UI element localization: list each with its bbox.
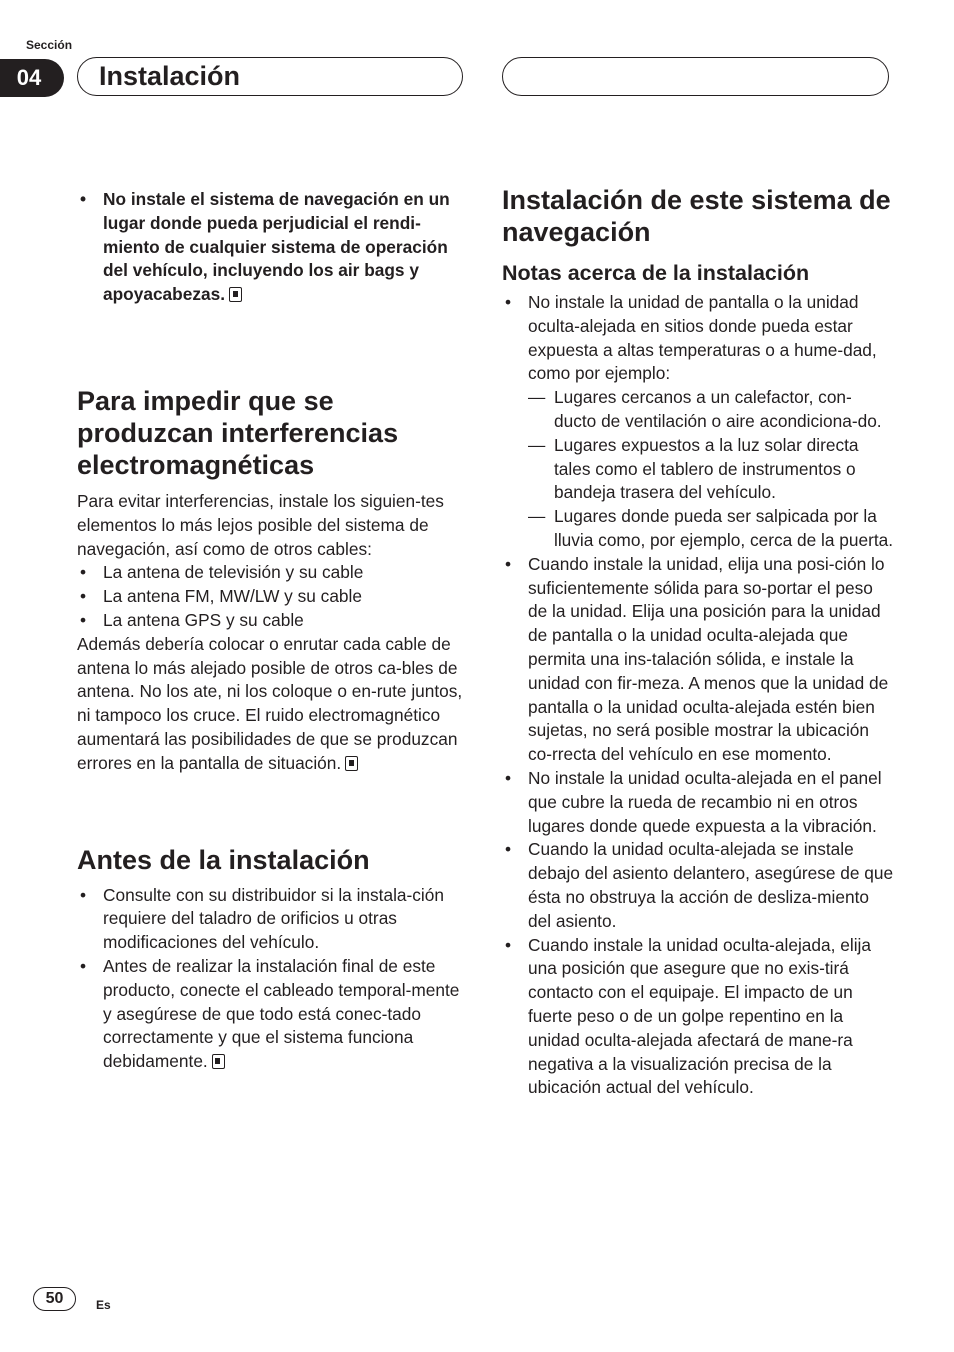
install-heading: Instalación de este sistema de navegación	[502, 185, 891, 247]
list-item: • La antena de televisión y su cable	[77, 561, 467, 585]
sublist-item: — Lugares cercanos a un calefactor, con-ducto de ventilación o aire acondiciona-do.	[528, 386, 894, 434]
section-subtitle-box	[502, 57, 889, 96]
sublist-item: — Lugares expuestos a la luz solar directa tales como el tablero de instrumentos o bandeja trasera del vehículo.	[528, 434, 894, 505]
location-sublist	[528, 386, 894, 553]
list-item: • Cuando instale la unidad, elija una posi-ción lo suficientemente sólida para so-portar el peso de la unidad. Elija una posición para la unidad de pantalla o la unidad oculta-alejada que permita una ins-talación sólida, e instale la unidad con fir-meza. A menos que la unidad de pantalla o la unidad oculta-alejada estén bien sujetas, no será posible mostrar la ubicación co-rrecta del vehículo en ese momento.	[502, 553, 894, 767]
antenna-list	[77, 561, 467, 632]
interference-body-text: Además debería colocar o enrutar cada cable de antena lo más alejado posible de otros ca-bles de antena. No los ate, ni los coloque o en-rute juntos, ni tampoco los cruce. El ruido electromagnético aumentará las posibilidades de que se produzcan errores en la pantalla de situación.	[77, 633, 463, 773]
language-code: Es	[96, 1298, 111, 1312]
list-item-text: Antes de realizar la instalación final de este producto, conecte el cableado temporal-mente y asegúrese de que todo está conec-tado correctamente y que el sistema funciona debidamente.	[103, 955, 460, 1072]
list-item: • La antena FM, MW/LW y su cable	[77, 585, 467, 609]
list-item	[77, 955, 467, 1074]
before-install-list	[77, 884, 467, 1074]
interference-heading: Para impedir que se produzcan interferencias electromagnéticas	[77, 385, 399, 480]
list-item: • Cuando la unidad oculta-alejada se instale debajo del asiento delantero, asegúrese de que ésta no obstruya la acción de desliza-miento del asiento.	[502, 838, 894, 933]
end-mark-icon	[345, 756, 358, 771]
intro-bullet-text: No instale el sistema de navegación en un lugar donde pueda perjudicial el rendi-miento de cualquier sistema de operación del vehículo, incluyendo los air bags y apoyacabezas.	[103, 189, 450, 305]
list-item-text: No instale la unidad de pantalla o la unidad oculta-alejada en sitios donde pueda estar expuesta a altas temperaturas o a hume-dad, como por ejemplo:	[528, 292, 877, 384]
list-item	[502, 291, 894, 553]
install-notes-list	[502, 291, 894, 1100]
list-item	[77, 188, 467, 307]
before-install-heading: Antes de la instalación	[77, 844, 370, 875]
right-column	[502, 184, 894, 1100]
interference-intro: Para evitar interferencias, instale los siguien-tes elementos lo más lejos posible del sistema de navegación, así como de otros cables:	[77, 490, 444, 559]
interference-body	[77, 633, 467, 776]
install-notes-subheading: Notas acerca de la instalación	[502, 261, 810, 285]
section-title: Instalación	[77, 57, 463, 96]
end-mark-icon	[229, 287, 242, 302]
left-column	[77, 188, 467, 1074]
intro-list	[77, 188, 467, 307]
list-item: • No instale la unidad oculta-alejada en el panel que cubre la rueda de recambio ni en otros lugares donde quede expuesta a la vibración.	[502, 767, 894, 838]
section-number-badge: 04	[0, 59, 64, 97]
list-item: • Consulte con su distribuidor si la instala-ción requiere del taladro de orificios u otras modificaciones del vehículo.	[77, 884, 467, 955]
list-item: • Cuando instale la unidad oculta-alejada, elija una posición que asegure que no exis-tirá contacto con el equipaje. El impacto de un fuerte peso o de un golpe repentino en la unidad oculta-alejada afectará de mane-ra negativa a la visualización precisa de la ubicación actual del vehículo.	[502, 934, 894, 1101]
section-label: Sección	[26, 38, 73, 52]
page-number: 50	[33, 1287, 76, 1311]
list-item: • La antena GPS y su cable	[77, 609, 467, 633]
end-mark-icon	[212, 1054, 225, 1069]
sublist-item: — Lugares donde pueda ser salpicada por la lluvia como, por ejemplo, cerca de la puerta.	[528, 505, 894, 553]
